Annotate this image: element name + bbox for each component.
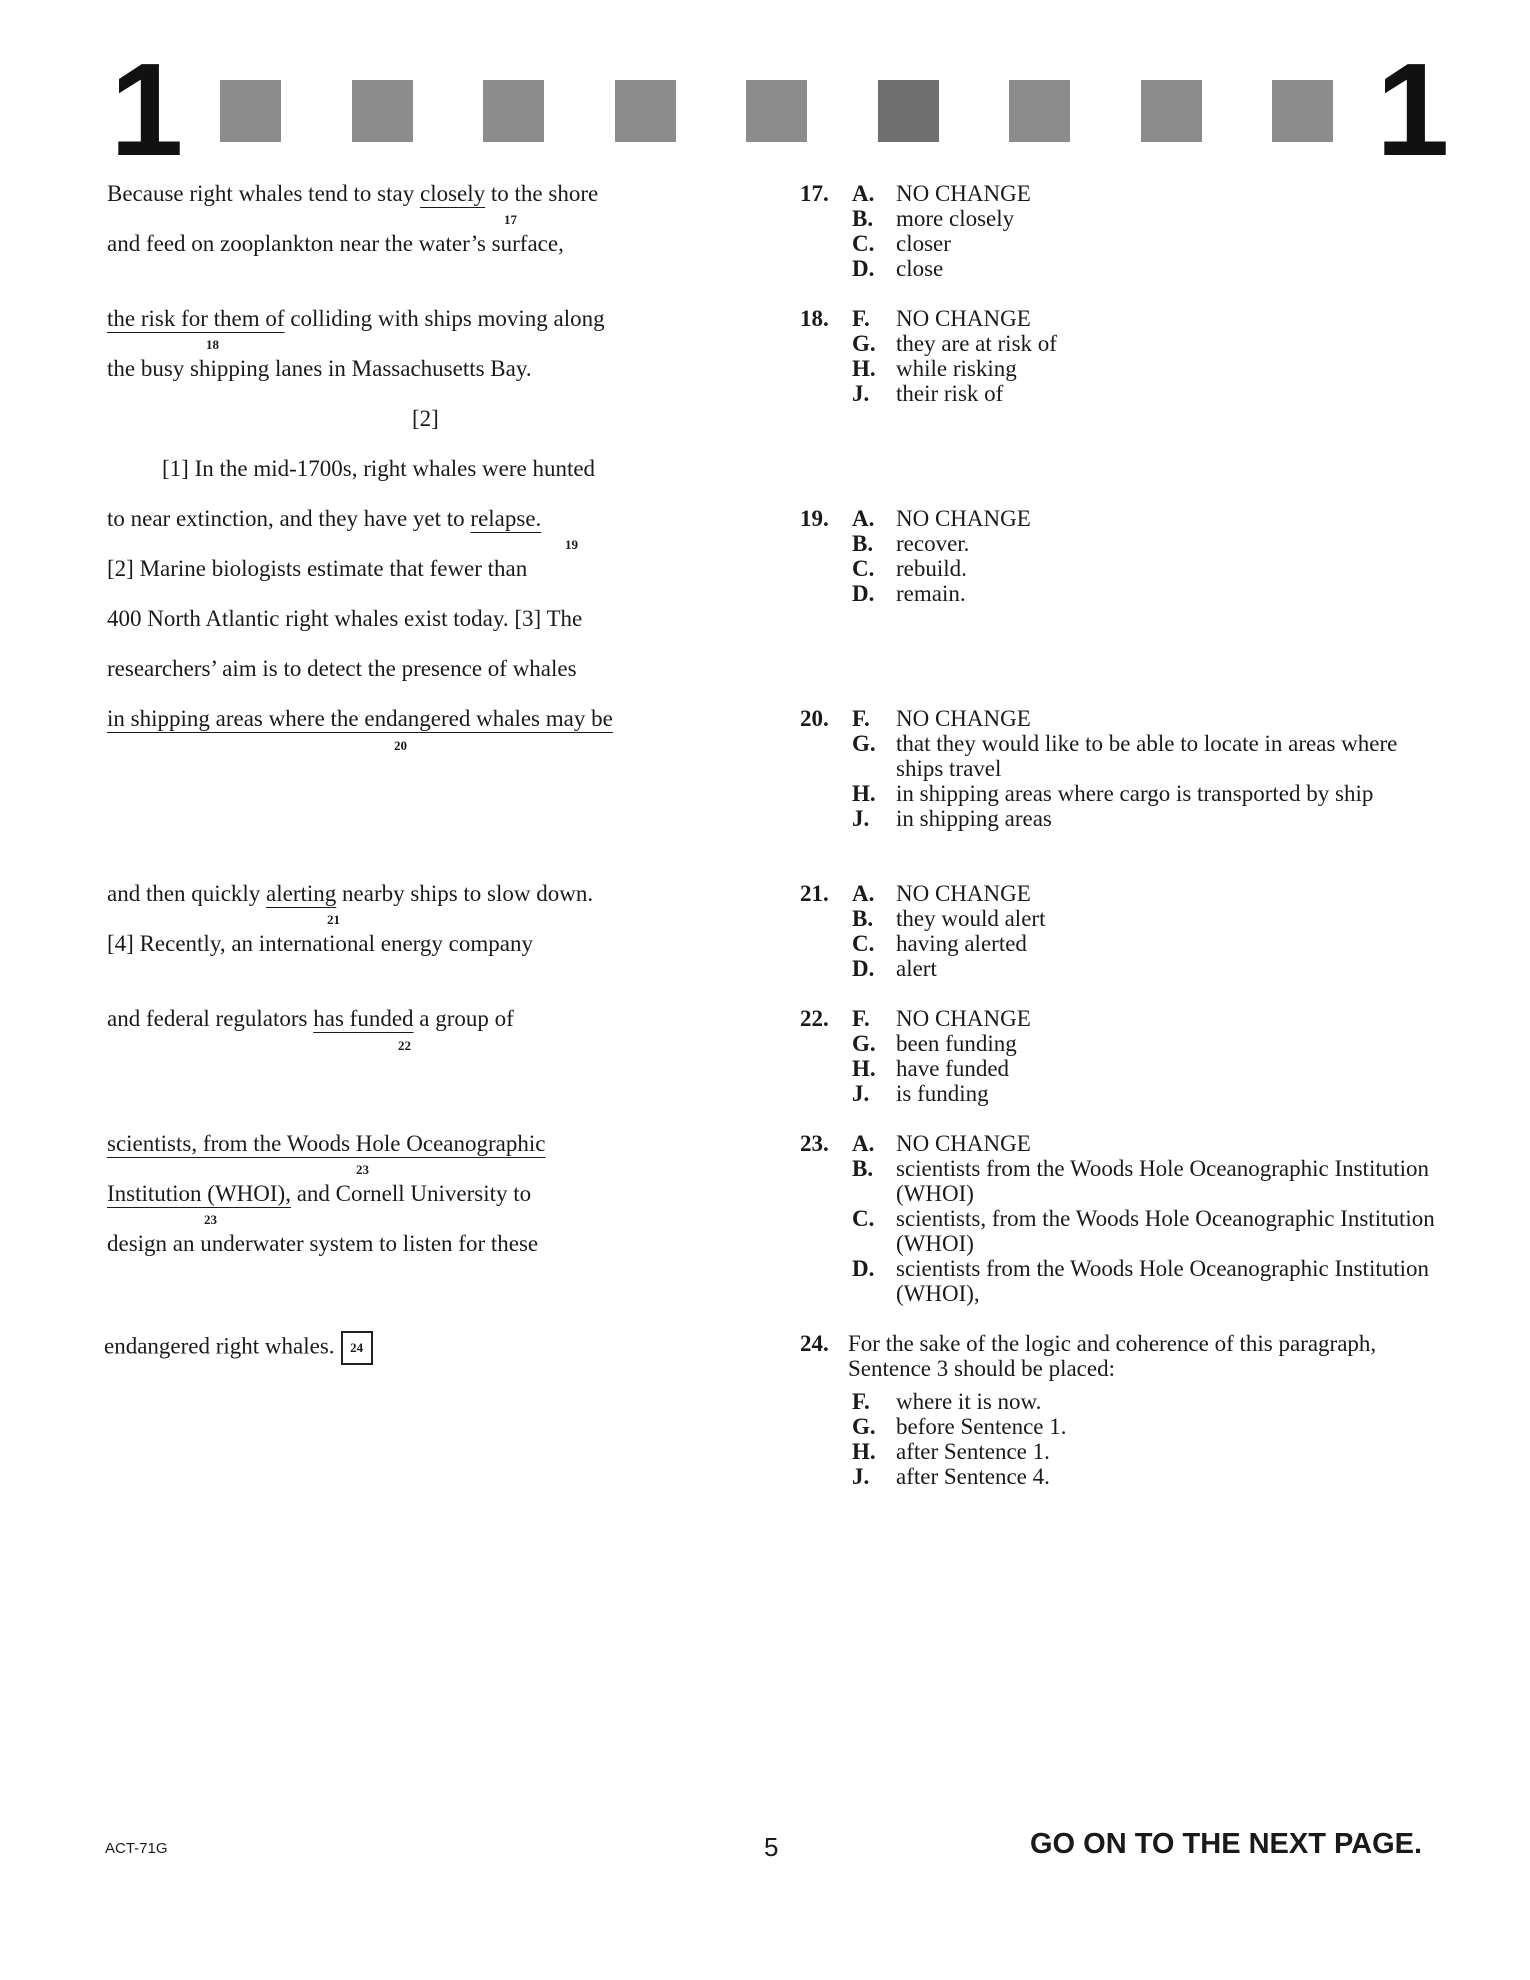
header-square	[878, 80, 939, 142]
paragraph-number: [2]	[412, 406, 439, 431]
passage-line: Because right whales tend to stay closely to the shore	[107, 181, 599, 206]
answer-option[interactable]: B. recover.	[852, 531, 970, 556]
answer-option[interactable]: J. their risk of	[852, 381, 1004, 406]
test-code: ACT-71G	[105, 1840, 168, 1857]
answer-option[interactable]: D. scientists from the Woods Hole Oceanographic Institution (WHOI),	[852, 1256, 1430, 1306]
passage-line: the busy shipping lanes in Massachusetts Bay.	[107, 356, 532, 381]
question-24	[800, 1331, 1440, 1489]
answer-option[interactable]: G. they are at risk of	[852, 331, 1057, 356]
header-square	[1272, 80, 1333, 142]
marker-17: 17	[504, 212, 517, 227]
passage-line: design an underwater system to listen for these	[107, 1231, 539, 1256]
answer-option[interactable]: G. before Sentence 1.	[852, 1414, 1067, 1439]
header-square	[483, 80, 544, 142]
underlined-portion-21[interactable]: alerting	[266, 881, 337, 906]
question-18	[800, 306, 1440, 406]
answer-option[interactable]: A. NO CHANGE	[852, 1131, 1031, 1156]
underlined-portion-20[interactable]: in shipping areas where the endangered whales may be	[107, 706, 613, 731]
passage-line: to near extinction, and they have yet to relapse.	[107, 506, 542, 531]
passage-line: [1] In the mid-1700s, right whales were hunted	[162, 456, 596, 481]
passage-line	[107, 1132, 545, 1155]
answer-option[interactable]: H. after Sentence 1.	[852, 1439, 1050, 1464]
marker-23: 23	[204, 1212, 217, 1227]
answer-option[interactable]: D. close	[852, 256, 944, 281]
answer-option[interactable]: C. rebuild.	[852, 556, 967, 581]
answer-option[interactable]: B. they would alert	[852, 906, 1046, 931]
underlined-portion-18[interactable]: the risk for them of	[107, 306, 285, 331]
marker-19: 19	[565, 537, 578, 552]
answer-option[interactable]: F. NO CHANGE	[852, 1006, 1031, 1031]
question-stem: For the sake of the logic and coherence of this paragraph, Sentence 3 should be placed:	[848, 1331, 1377, 1381]
header-square	[220, 80, 281, 142]
question-number: 23.	[800, 1131, 829, 1156]
question-23	[800, 1131, 1440, 1306]
answer-option[interactable]: B. more closely	[852, 206, 1015, 231]
answer-option[interactable]: C. having alerted	[852, 931, 1027, 956]
underlined-portion-19[interactable]: relapse.	[470, 506, 542, 531]
page-number: 5	[764, 1832, 779, 1862]
answer-option[interactable]: B. scientists from the Woods Hole Oceanographic Institution (WHOI)	[852, 1156, 1430, 1206]
marker-22: 22	[398, 1038, 411, 1053]
marker-23: 23	[356, 1162, 369, 1177]
question-21	[800, 881, 1440, 981]
header-square	[746, 80, 807, 142]
passage-line: and federal regulators has funded a group of	[107, 1006, 514, 1031]
answer-option[interactable]: H. in shipping areas where cargo is transported by ship	[852, 781, 1374, 806]
answer-option[interactable]: F. where it is now.	[852, 1389, 1042, 1414]
answer-option[interactable]: C. closer	[852, 231, 951, 256]
passage-line: 400 North Atlantic right whales exist today. [3] The	[107, 606, 583, 631]
answer-option[interactable]: F. NO CHANGE	[852, 706, 1031, 731]
question-number: 20.	[800, 706, 829, 731]
marker-21: 21	[327, 912, 340, 927]
question-number: 21.	[800, 881, 829, 906]
marker-18: 18	[206, 337, 219, 352]
passage-line: and then quickly alerting nearby ships to slow down.	[107, 881, 594, 906]
underlined-portion-17[interactable]: closely	[419, 181, 486, 206]
header-square	[352, 80, 413, 142]
answer-option[interactable]: J. is funding	[852, 1081, 989, 1106]
go-on-notice: GO ON TO THE NEXT PAGE.	[1030, 1828, 1423, 1860]
marker-20: 20	[394, 738, 407, 753]
passage-line: endangered right whales. 24	[104, 1331, 373, 1365]
underlined-portion-22[interactable]: has funded	[313, 1006, 414, 1031]
answer-option[interactable]: J. in shipping areas	[852, 806, 1052, 831]
passage-line	[107, 707, 613, 730]
section-number-left: 1	[110, 36, 184, 183]
passage-line: and feed on zooplankton near the water’s surface,	[107, 231, 564, 256]
answer-option[interactable]: A. NO CHANGE	[852, 506, 1031, 531]
passage-line: Institution (WHOI), and Cornell University to	[107, 1181, 532, 1206]
header-square	[1009, 80, 1070, 142]
answer-option[interactable]: D. remain.	[852, 581, 966, 606]
answer-option[interactable]: H. have funded	[852, 1056, 1010, 1081]
question-20	[800, 706, 1440, 831]
header-square	[1141, 80, 1202, 142]
underlined-portion-23[interactable]: scientists, from the Woods Hole Oceanographic	[107, 1131, 546, 1156]
answer-option[interactable]: H. while risking	[852, 356, 1017, 381]
answer-option[interactable]: A. NO CHANGE	[852, 881, 1031, 906]
answer-option[interactable]: F. NO CHANGE	[852, 306, 1031, 331]
question-box-24[interactable]: 24	[341, 1331, 373, 1365]
answer-option[interactable]: C. scientists, from the Woods Hole Oceanographic Institution (WHOI)	[852, 1206, 1435, 1256]
section-number-right: 1	[1376, 36, 1450, 183]
passage-line: researchers’ aim is to detect the presence of whales	[107, 656, 577, 681]
question-number: 17.	[800, 181, 829, 206]
answer-option[interactable]: J. after Sentence 4.	[852, 1464, 1050, 1489]
question-number: 22.	[800, 1006, 829, 1031]
question-17	[800, 181, 1440, 281]
question-19	[800, 506, 1440, 606]
answer-option[interactable]: G. that they would like to be able to locate in areas where ships travel	[852, 731, 1398, 781]
question-22	[800, 1006, 1440, 1106]
answer-option[interactable]: D. alert	[852, 956, 937, 981]
answer-option[interactable]: G. been funding	[852, 1031, 1017, 1056]
question-number: 19.	[800, 506, 829, 531]
passage-line: the risk for them of colliding with ships moving along	[107, 306, 605, 331]
question-number: 24.	[800, 1331, 829, 1356]
passage-line: [4] Recently, an international energy company	[107, 931, 533, 956]
question-number: 18.	[800, 306, 829, 331]
underlined-portion-23[interactable]: Institution (WHOI),	[107, 1181, 291, 1206]
passage-line: [2] Marine biologists estimate that fewer than	[107, 556, 528, 581]
answer-option[interactable]: A. NO CHANGE	[852, 181, 1031, 206]
header-square	[615, 80, 676, 142]
